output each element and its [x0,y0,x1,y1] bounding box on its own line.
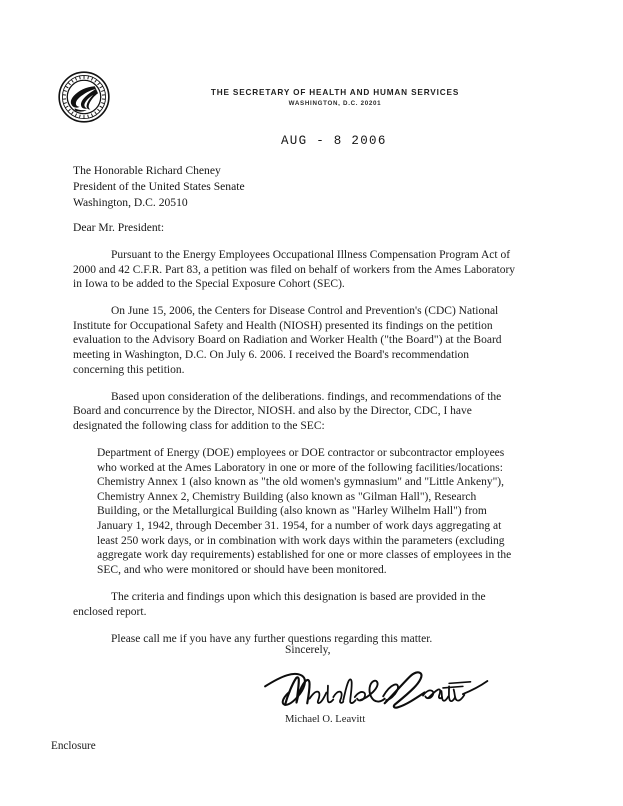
class-definition-block: Department of Energy (DOE) employees or DOE contractor or subcontractor employees who worked at the Ames Laboratory in one or more of the following facilities/locations: Chemistry Annex 1 (also known as "the old women's gymnasium" and "Little Ankeny"), Chemistry Annex 2, Chemistry Building (also known as "Gilman Hall"), Research Building, or the Metallurgical Building (also known as "Harley Wilhelm Hall") from January 1, 1942, through December 31. 1954, for a number of work days aggregating at least 250 work days, or in combination with work days within the parameters (excluding aggregate work day requirements) established for one or more classes of employees in the SEC, and who were monitored or should have been monitored. [97,447,512,576]
date-stamp: AUG - 8 2006 [281,134,387,148]
handwritten-signature [262,660,492,722]
addressee-name: The Honorable Richard Cheney [73,164,221,177]
signer-name: Michael O. Leavitt [285,714,366,725]
addressee-block [73,163,245,211]
addressee-city-state-zip: Washington, D.C. 20510 [73,196,188,209]
body-paragraph-4: The criteria and findings upon which this designation is based are provided in the enclosed report. [73,591,486,618]
addressee-title: President of the United States Senate [73,180,245,193]
body-paragraph-2: On June 15, 2006, the Centers for Disease Control and Prevention's (CDC) National Institute for Occupational Safety and Health (NIOSH) presented its findings on the petition evaluation to the Advisory Board on Radiation and Worker Health ("the Board") at the Board meeting in Washington, D.C. On July 6. 2006. I received the Board's recommendation concerning this petition. [73,305,502,376]
salutation: Dear Mr. President: [73,221,165,234]
letterhead-title: THE SECRETARY OF HEALTH AND HUMAN SERVICES [210,88,460,97]
body-paragraph-3: Based upon consideration of the deliberations. findings, and recommendations of the Board and concurrence by the Director, NIOSH. and also by the Director, CDC, I have designated the following class for addition to the SEC: [73,390,502,432]
letter-body [73,248,521,647]
body-paragraph-5: Please call me if you have any further questions regarding this matter. [111,633,433,646]
body-paragraph-1: Pursuant to the Energy Employees Occupational Illness Compensation Program Act of 2000 and 42 C.F.R. Part 83, a petition was filed on behalf of workers from the Ames Laboratory in Iowa to be added to the Special Exposure Cohort (SEC). [73,249,516,291]
letterhead-location: WASHINGTON, D.C. 20201 [288,100,382,107]
enclosure-note: Enclosure [51,740,96,752]
valediction: Sincerely, [285,644,331,656]
letterhead [190,88,480,107]
hhs-seal-icon [55,70,113,124]
